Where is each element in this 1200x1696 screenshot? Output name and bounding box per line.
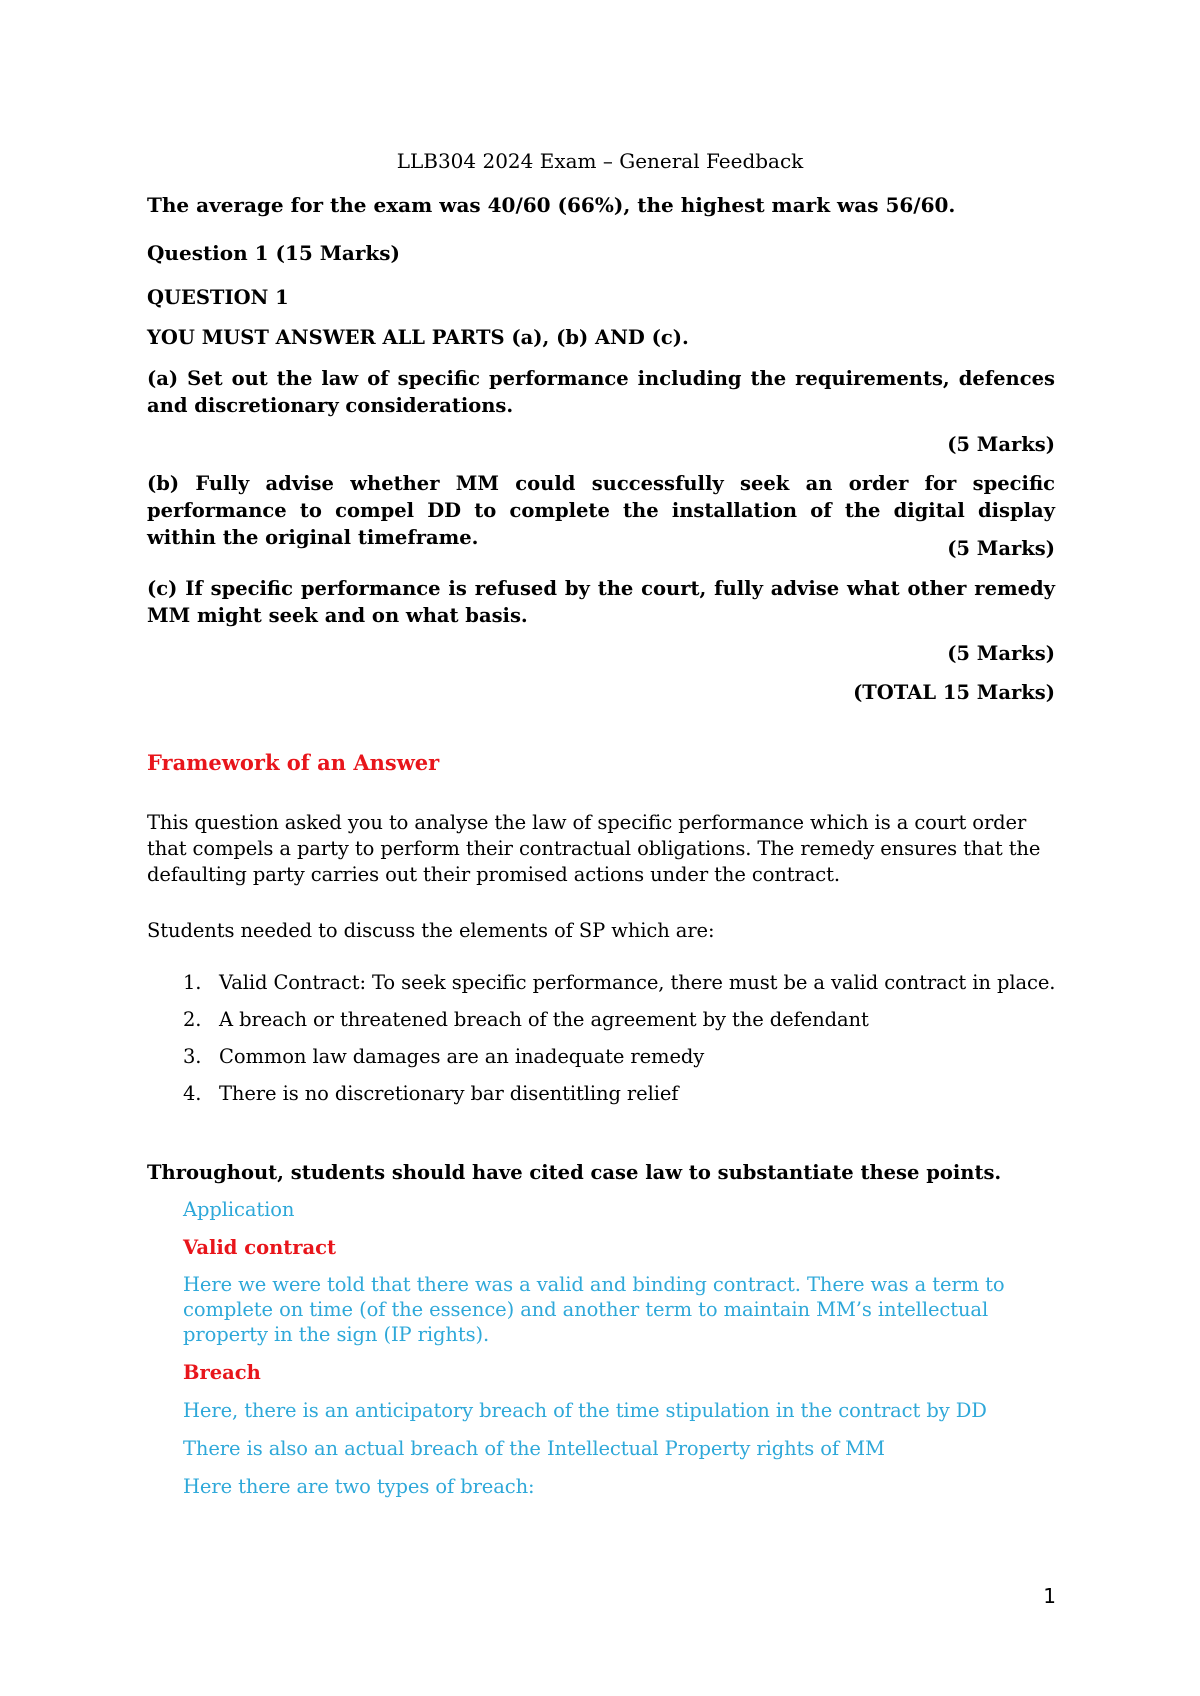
list-number: 2. <box>183 1008 202 1031</box>
breach-line-2: There is also an actual breach of the Intellectual Property rights of MM <box>183 1437 885 1460</box>
framework-heading: Framework of an Answer <box>147 750 440 775</box>
part-a-marks: (5 Marks) <box>947 433 1055 456</box>
list-bold-lead: A breach <box>219 1008 307 1031</box>
list-item <box>147 970 1067 1007</box>
list-text-end: in place. <box>966 971 1056 994</box>
list-bold-mid: valid contract <box>831 971 967 994</box>
list-text-mid: or threatened breach of the agreement by the defendant <box>306 1008 869 1031</box>
document-title: LLB304 2024 Exam – General Feedback <box>396 149 804 173</box>
list-bold-lead: Valid Contract <box>219 971 360 994</box>
breach-line-3: Here there are two types of breach: <box>183 1475 535 1498</box>
valid-contract-text: Here we were told that there was a valid and binding contract. There was a term to complete on time (of the essence) and another term to maintain MM’s intellectual property in the sign (IP rights). <box>183 1273 1005 1346</box>
list-text: There is no discretionary bar disentitling relief <box>219 1082 679 1105</box>
list-text <box>219 1007 869 1033</box>
list-number: 3. <box>183 1045 202 1068</box>
elements-intro: Students needed to discuss the elements of SP which are: <box>147 919 715 942</box>
case-law-note: Throughout, students should have cited case law to substantiate these points. <box>147 1161 1002 1184</box>
breach-line-1: Here, there is an anticipatory breach of the time stipulation in the contract by DD <box>183 1399 987 1422</box>
elements-list <box>147 970 1067 1118</box>
list-number: 4. <box>183 1082 202 1105</box>
breach-heading: Breach <box>183 1361 261 1384</box>
part-c-marks: (5 Marks) <box>947 642 1055 665</box>
exam-summary: The average for the exam was 40/60 (66%), the highest mark was 56/60. <box>147 193 956 217</box>
list-text <box>219 970 1055 996</box>
total-marks: (TOTAL 15 Marks) <box>853 681 1055 704</box>
intro-paragraph: This question asked you to analyse the law of specific performance which is a court order that compels a party to perform their contractual obligations. The remedy ensures that the defaulting party carries out their promised actions under the contract. <box>147 811 1041 886</box>
list-number: 1. <box>183 971 202 994</box>
question-heading: Question 1 (15 Marks) <box>147 241 400 265</box>
part-c-text: (c) If specific performance is refused by the court, fully advise what other remedy MM might seek and on what basis. <box>147 577 1055 627</box>
part-b-marks: (5 Marks) <box>947 537 1055 560</box>
list-text: Common law damages are an inadequate remedy <box>219 1045 705 1068</box>
valid-contract-heading: Valid contract <box>183 1236 337 1259</box>
list-item <box>147 1044 1067 1081</box>
page-number: 1 <box>1043 1584 1056 1608</box>
part-a-text: (a) Set out the law of specific performance including the requirements, defences and discretionary considerations. <box>147 367 1055 417</box>
list-item <box>147 1081 1067 1118</box>
part-b-text: (b) Fully advise whether MM could successfully seek an order for specific performance to compel DD to complete the installation of the digital display within the original timeframe. <box>147 472 1055 549</box>
question-label: QUESTION 1 <box>147 286 289 309</box>
list-item <box>147 1007 1067 1044</box>
list-text-mid: : To seek specific performance, there must be a <box>359 971 831 994</box>
instruction-text: YOU MUST ANSWER ALL PARTS (a), (b) AND (c). <box>147 326 689 349</box>
application-heading: Application <box>183 1198 295 1221</box>
